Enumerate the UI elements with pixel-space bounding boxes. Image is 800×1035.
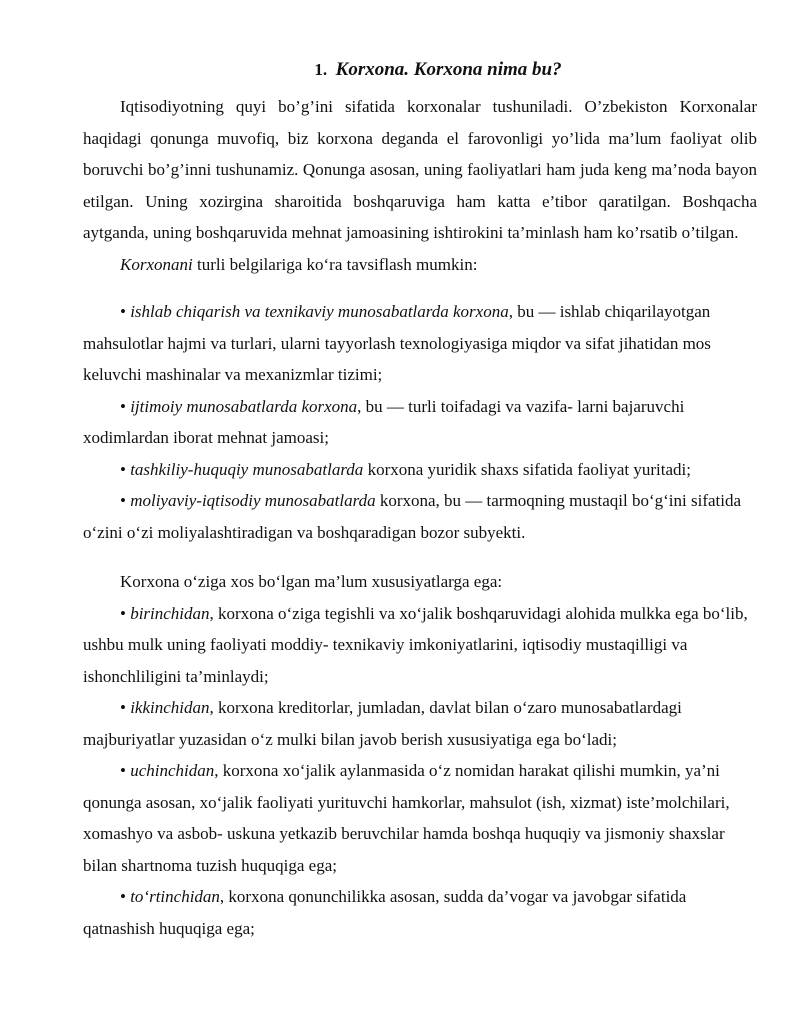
list-item [83, 755, 757, 881]
list-item-term: tashkiliy-huquqiy munosabatlarda [130, 459, 364, 479]
features-list [83, 598, 757, 945]
list-item [83, 391, 757, 454]
bullet-glyph: • [120, 396, 126, 416]
list-item [83, 485, 757, 548]
section-number: 1. [314, 60, 328, 79]
classification-list [83, 296, 757, 548]
list-item-term: birinchidan [130, 603, 210, 623]
list-item-term: ijtimoiy munosabatlarda korxona [130, 396, 358, 416]
list-item-term: ikkinchidan [130, 698, 210, 717]
list-item-term: to‘rtinchidan [130, 887, 220, 906]
intro-paragraph: Iqtisodiyotning quyi bo’g’ini sifatida korxonalar tushuniladi. O’zbekiston Korxonalar haqidagi qonunga muvofiq, biz korxona deganda el farovonligi yo’lida ma’lum faoliyat olib boruvchi bo’g’inni tushunamiz. Qonunga asosan, uning faoliyatlari ham juda keng ma’noda bayon etilgan. Uning xozirgina sharoitida boshqaruviga ham katta e’tibor qaratilgan. Boshqacha aytganda, uning boshqaruvida mehnat jamoasining ishtirokini ta’minlash ham ko’rsatib o’tilgan. [83, 97, 757, 242]
classification-lead-text: turli belgilariga ko‘ra tavsiflash mumkin: [192, 254, 478, 274]
list-item-text: korxona yuridik shaxs sifatida faoliyat yuritadi; [363, 459, 691, 479]
document-page [83, 52, 757, 944]
list-item [83, 454, 757, 486]
bullet-glyph: • [120, 761, 126, 780]
list-item [83, 881, 757, 944]
list-item-term: ishlab chiqarish va texnikaviy munosabatlarda korxona [130, 302, 509, 321]
section-heading: Korxona. Korxona nima bu? [335, 59, 562, 80]
classification-lead-em: Korxonani [120, 254, 193, 274]
list-item-text: , bu — ishlab chiqarilayotgan mahsulotlar hajmi va turlari, ularni tayyorlash texnologiyasiga miqdor va sifat jihatidan mos keluvchi mashinalar va mexanizmlar tizimi; [83, 302, 711, 384]
bullet-glyph: • [120, 698, 126, 717]
list-item-text: , bu — turli toifadagi va vazifa- larni bajaruvchi xodimlardan iborat mehnat jamoasi; [83, 396, 685, 447]
bullet-glyph: • [120, 491, 126, 510]
list-item [83, 296, 757, 391]
list-item-text: , korxona o‘ziga tegishli va xo‘jalik boshqaruvidagi alohida mulkka ega bo‘lib, ushbu mulk uning faoliyati moddiy- texnikaviy imkoniyatlarini, iqtisodiy mustaqilligi va ishonchliligini ta’minlaydi; [83, 603, 748, 686]
list-item [83, 692, 757, 755]
features-lead: Korxona o‘ziga xos bo‘lgan ma’lum xususiyatlarga ega: [120, 572, 503, 591]
bullet-glyph: • [120, 887, 126, 906]
classification-lead [83, 249, 757, 281]
list-item-text: , korxona xo‘jalik aylanmasida o‘z nomidan harakat qilishi mumkin, ya’ni qonunga asosan, xo‘jalik faoliyati yurituvchi hamkorlar, mahsulot (ish, xizmat) iste’molchilari, xomashyo va asbob- uskuna yetkazib beruvchilar hamda boshqa huquqiy va jismoniy shaxslar bilan shartnoma tuzish huquqiga ega; [83, 761, 730, 875]
list-item-term: uchinchidan [130, 761, 215, 780]
bullet-glyph: • [120, 603, 126, 623]
list-item-text: , korxona qonunchilikka asosan, sudda da’vogar va javobgar sifatida qatnashish huquqiga ega; [83, 887, 687, 938]
list-item [83, 598, 757, 693]
bullet-glyph: • [120, 302, 126, 321]
bullet-glyph: • [120, 459, 126, 479]
list-item-text: korxona, bu — tarmoqning mustaqil bo‘g‘ini sifatida o‘zini o‘zi moliyalashtiradigan va boshqaradigan bozor subyekti. [83, 491, 742, 542]
list-item-term: moliyaviy-iqtisodiy munosabatlarda [130, 491, 376, 510]
section-title [83, 52, 757, 83]
list-item-text: , korxona kreditorlar, jumladan, davlat bilan o‘zaro munosabatlardagi majburiyatlar yuzasidan o‘z mulki bilan javob berish xususiyatiga ega bo‘ladi; [83, 698, 682, 749]
